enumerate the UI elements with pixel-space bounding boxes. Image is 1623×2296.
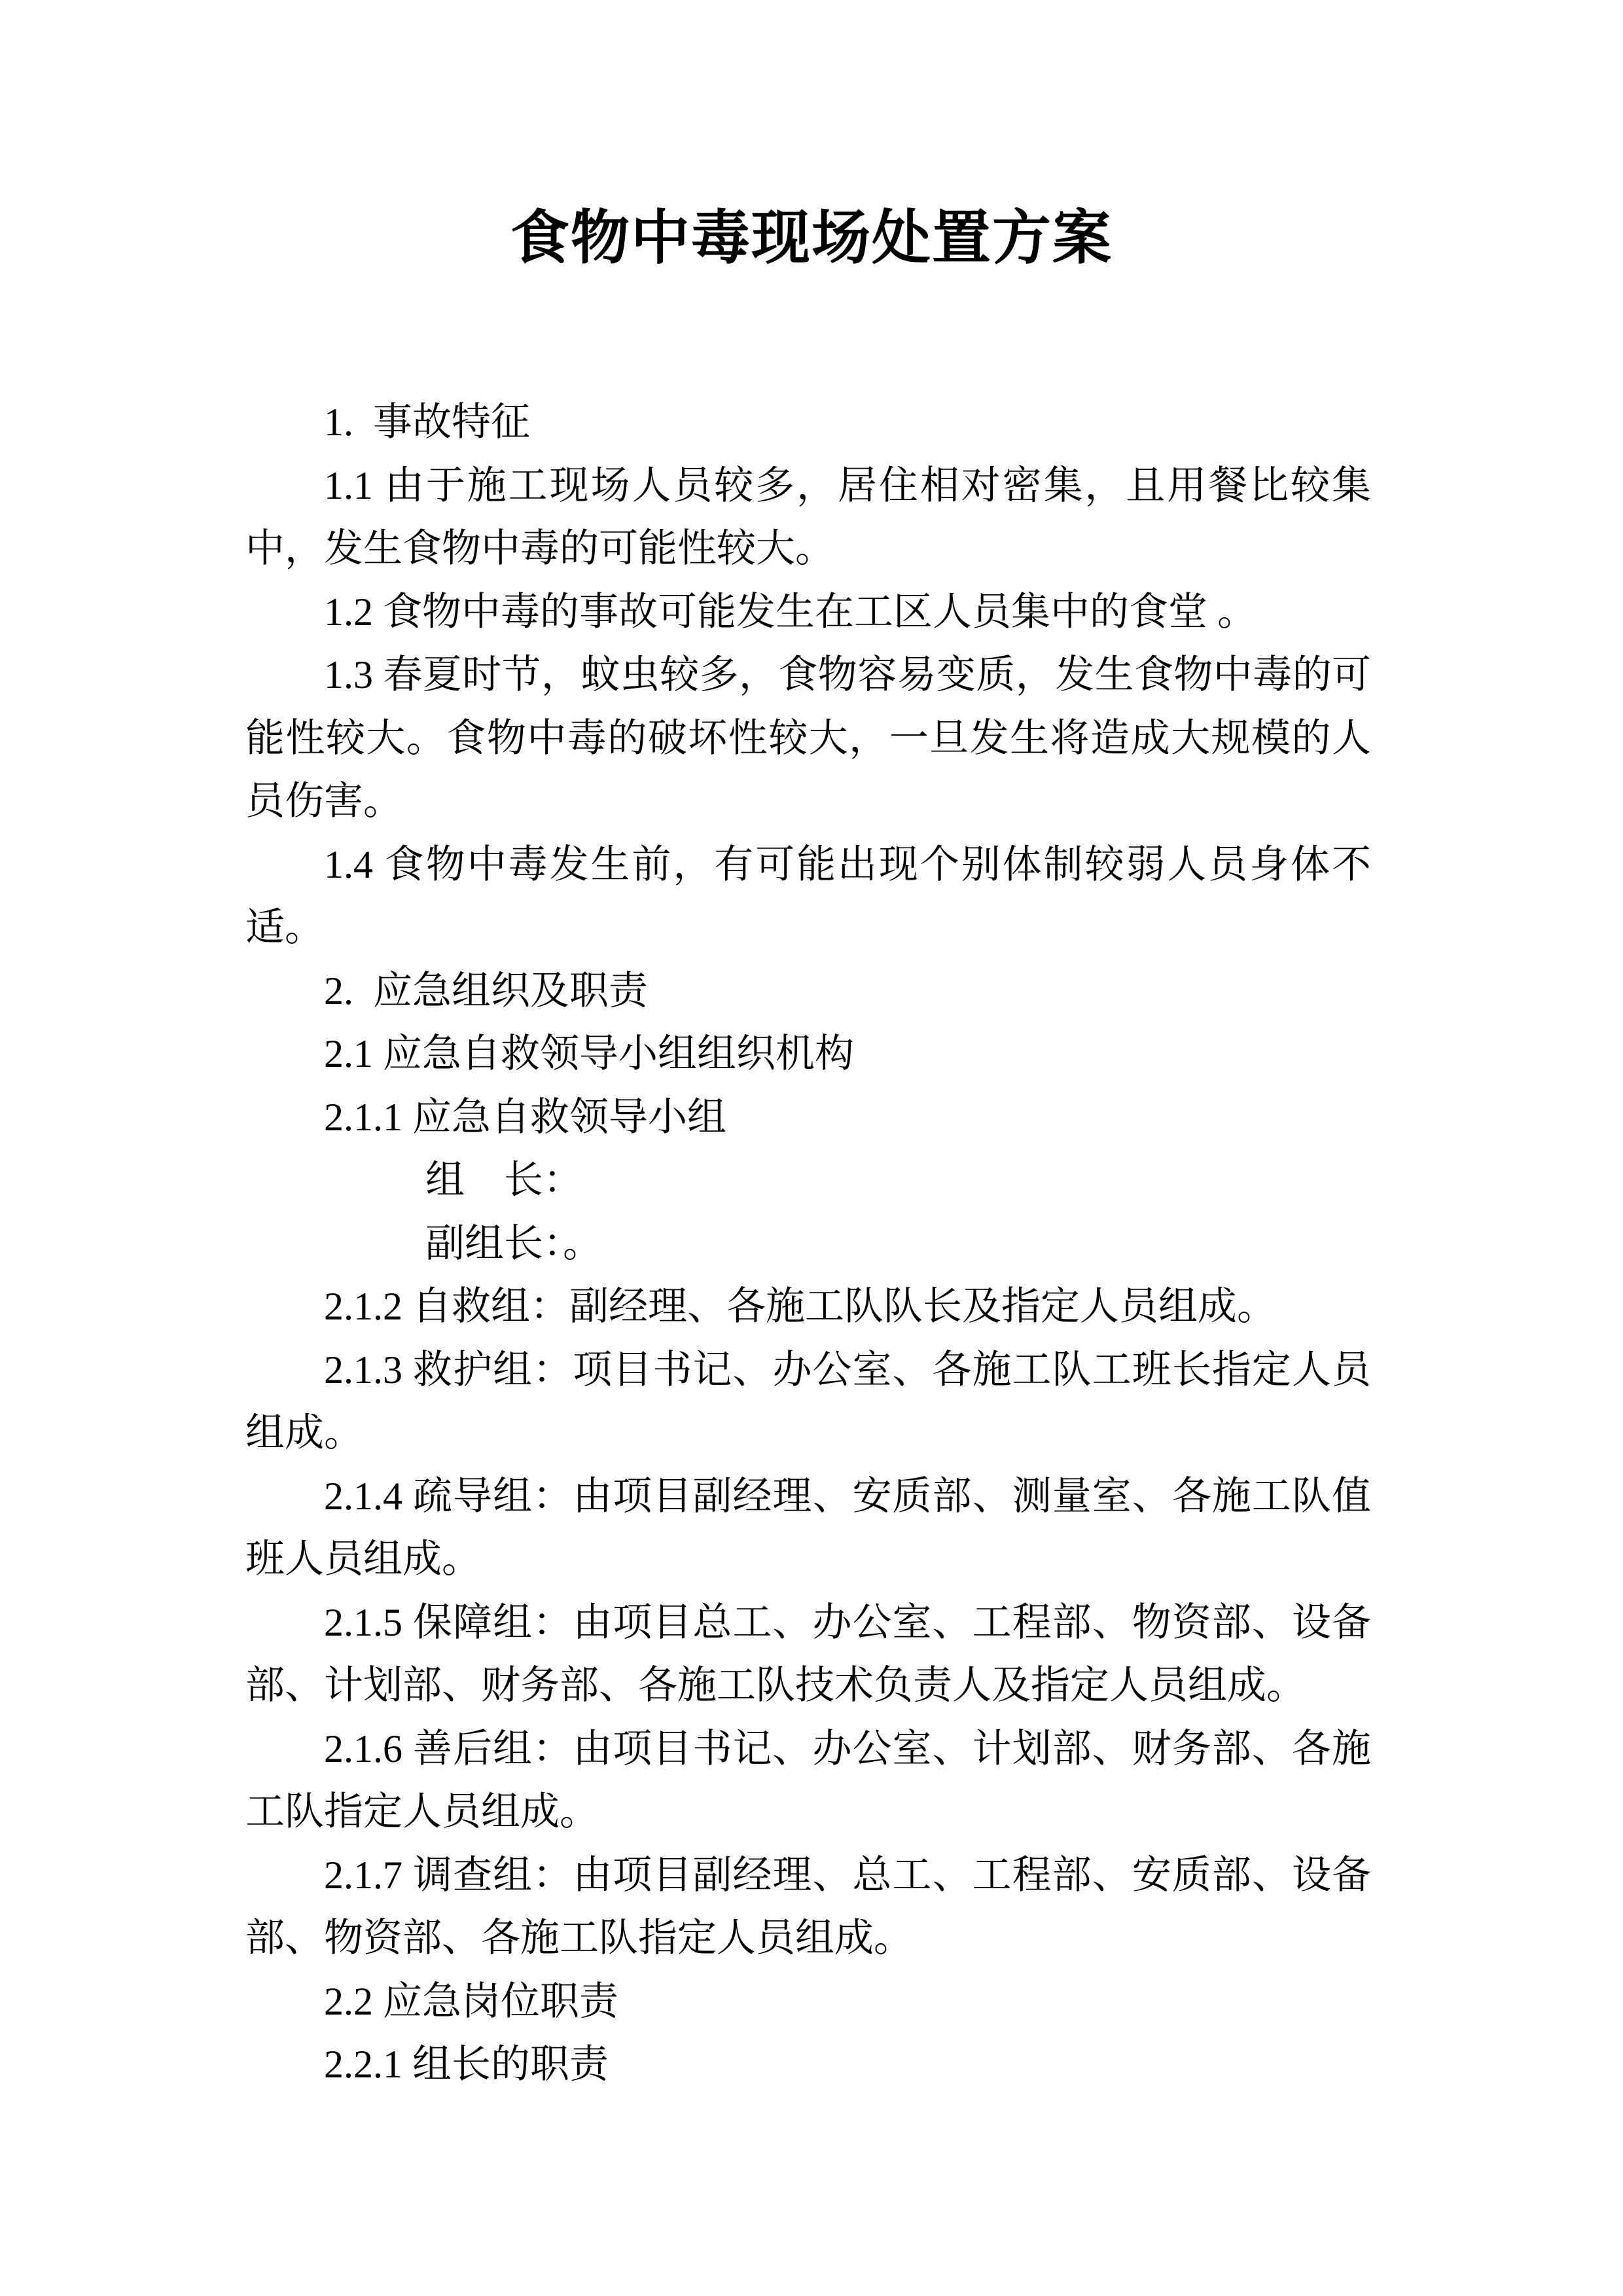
paragraph: 组 长： (425, 1158, 582, 1202)
paragraph: 1.3 春夏时节，蚊虫较多，食物容易变质，发生食物中毒的可能性较大。食物中毒的破坏性较大，一旦发生将造成大规模的人员伤害。 (245, 653, 1371, 823)
paragraph: 1.4 食物中毒发生前，有可能出现个别体制较弱人员身体不适。 (245, 842, 1371, 949)
paragraph: 2.1.5 保障组：由项目总工、办公室、工程部、物资部、设备部、计划部、财务部、各施工队技术负责人及指定人员组成。 (245, 1600, 1371, 1707)
paragraph: 2. 应急组织及职责 (324, 969, 648, 1013)
paragraph: 2.1.2 自救组：副经理、各施工队队长及指定人员组成。 (324, 1285, 1276, 1328)
paragraph: 2.1.4 疏导组：由项目副经理、安质部、测量室、各施工队值班人员组成。 (245, 1474, 1371, 1581)
paragraph: 2.2 应急岗位职责 (324, 1979, 618, 2023)
paragraph: 1.2 食物中毒的事故可能发生在工区人员集中的食堂 。 (324, 590, 1257, 634)
paragraph: 2.1.1 应急自救领导小组 (324, 1095, 726, 1139)
document-body (245, 391, 1371, 2096)
paragraph: 2.1.3 救护组：项目书记、办公室、各施工队工班长指定人员组成。 (245, 1348, 1371, 1454)
paragraph: 2.2.1 组长的职责 (324, 2043, 609, 2086)
paragraph: 副组长：。 (425, 1221, 602, 1265)
paragraph: 1.1 由于施工现场人员较多，居住相对密集，且用餐比较集中，发生食物中毒的可能性较大。 (245, 463, 1371, 570)
paragraph: 2.1.6 善后组：由项目书记、办公室、计划部、财务部、各施工队指定人员组成。 (245, 1727, 1371, 1833)
paragraph: 2.1.7 调查组：由项目副经理、总工、工程部、安质部、设备部、物资部、各施工队指定人员组成。 (245, 1853, 1371, 1960)
document-title: 食物中毒现场处置方案 (510, 206, 1113, 271)
paragraph: 2.1 应急自救领导小组组织机构 (324, 1032, 854, 1075)
paragraph: 1. 事故特征 (324, 401, 530, 444)
